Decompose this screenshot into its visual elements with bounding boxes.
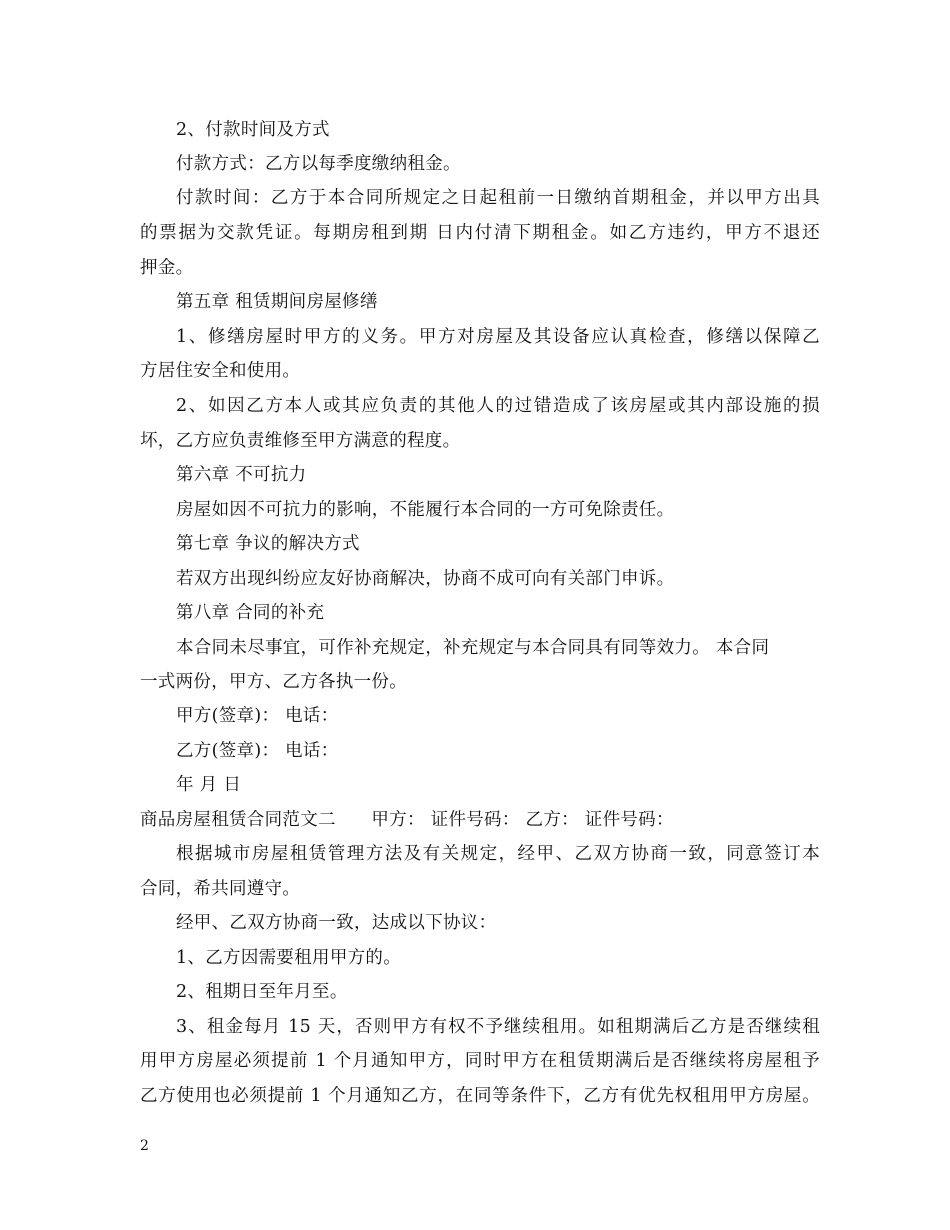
text-line: 用甲方房屋必须提前 1 个月通知甲方，同时甲方在租赁期满后是否继续将房屋租予 [140,1051,820,1071]
page-number: 2 [140,1138,149,1154]
text-line: 2、租期日至年月至。 [176,982,348,1002]
text-line: 押金。 [140,258,194,278]
text-line: 房屋如因不可抗力的影响，不能履行本合同的一方可免除责任。 [176,500,675,520]
signature-line-party-b: 乙方(签章)： 电话： [176,741,339,761]
text-line: 付款方式：乙方以每季度缴纳租金。 [176,154,461,174]
chapter-heading: 第五章 租赁期间房屋修缮 [176,292,378,312]
text-line: 若双方出现纠纷应友好协商解决，协商不成可向有关部门申诉。 [176,569,675,589]
text-line: 经甲、乙双方协商一致，达成以下协议： [176,913,497,933]
signature-line-party-a: 甲方(签章)： 电话： [176,706,339,726]
text-line: 2、付款时间及方式 [176,120,330,140]
text-line: 1、修缮房屋时甲方的义务。甲方对房屋及其设备应认真检查，修缮以保障乙 [176,327,820,347]
text-line: 3、租金每月 15 天，否则甲方有权不予继续租用。如租期满后乙方是否继续租 [176,1017,820,1037]
text-line: 本合同未尽事宜，可作补充规定，补充规定与本合同具有同等效力。 本合同 [176,638,770,658]
text-line: 合同，希共同遵守。 [140,879,301,899]
chapter-heading: 第八章 合同的补充 [176,603,325,623]
text-line: 坏，乙方应负责维修至甲方满意的程度。 [140,431,461,451]
text-line: 方居住安全和使用。 [140,361,301,381]
text-line: 一式两份，甲方、乙方各执一份。 [140,672,407,692]
chapter-heading: 第七章 争议的解决方式 [176,534,360,554]
text-line: 2、如因乙方本人或其应负责的其他人的过错造成了该房屋或其内部设施的损 [176,396,820,416]
text-line: 乙方使用也必须提前 1 个月通知乙方，在同等条件下，乙方有优先权租用甲方房屋。 [140,1086,820,1106]
date-line: 年 月 日 [176,775,242,795]
text-line: 1、乙方因需要租用甲方的。 [176,948,402,968]
text-line: 的票据为交款凭证。每期房租到期 日内付清下期租金。如乙方违约，甲方不退还 [140,223,820,243]
chapter-heading: 第六章 不可抗力 [176,465,307,485]
text-line: 付款时间：乙方于本合同所规定之日起租前一日缴纳首期租金，并以甲方出具 [176,188,820,208]
contract-title-line: 商品房屋租赁合同范文二 甲方： 证件号码： 乙方： 证件号码： [140,810,674,830]
text-line: 根据城市房屋租赁管理方法及有关规定，经甲、乙双方协商一致，同意签订本 [176,844,820,864]
